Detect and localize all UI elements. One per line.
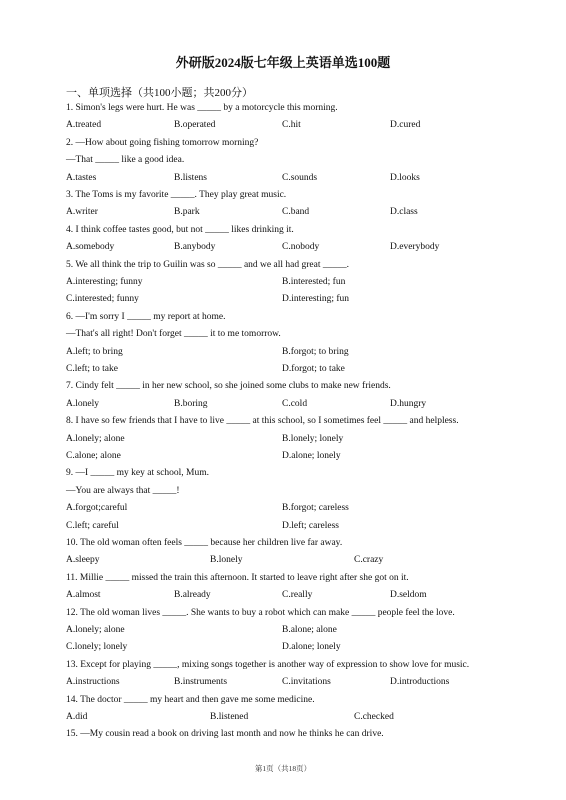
answer-option: C.alone; alone: [66, 451, 121, 461]
answer-option: C.invitations: [282, 677, 331, 688]
answer-option: D.cured: [390, 120, 421, 131]
question-stem: 3. The Toms is my favorite _____. They play great music.: [66, 190, 287, 200]
answer-option: D.hungry: [390, 398, 427, 409]
answer-option: A.lonely; alone: [66, 625, 125, 635]
answer-option: A.somebody: [66, 242, 115, 253]
answer-option: C.left; careful: [66, 520, 119, 531]
question-stem: 6. —I'm sorry I _____ my report at home.: [66, 311, 226, 322]
question-stem: 12. The old woman lives _____. She wants to buy a robot which can make _____ people feel the love.: [66, 607, 455, 618]
answer-option: D.seldom: [390, 590, 427, 601]
answer-option: C.nobody: [282, 242, 320, 253]
question-stem: 7. Cindy felt _____ in her new school, so she joined some clubs to make new friends.: [66, 381, 391, 392]
answer-option: D.class: [390, 207, 418, 218]
answer-option: A.left; to bring: [66, 346, 123, 357]
answer-option: A.sleepy: [66, 555, 100, 566]
answer-option: B.forgot; to bring: [282, 346, 349, 357]
answer-option: D.looks: [390, 172, 420, 183]
answer-option: D.everybody: [390, 242, 440, 253]
page-footer: 第1页（共18页）: [254, 764, 312, 773]
section-heading: 一、单项选择（共100小题；共200分）: [66, 87, 253, 99]
question-stem: 11. Millie _____ missed the train this afternoon. It started to leave right after she got on it.: [66, 572, 409, 583]
answer-option: B.alone; alone: [282, 625, 337, 635]
question-stem: —You are always that _____!: [66, 485, 180, 496]
answer-option: A.almost: [66, 590, 101, 601]
answer-option: C.interested; funny: [66, 294, 139, 305]
answer-option: A.instructions: [66, 677, 120, 688]
answer-option: C.lonely; lonely: [66, 642, 128, 653]
answer-option: C.left; to take: [66, 364, 118, 374]
answer-option: A.forgot;careful: [66, 503, 128, 514]
answer-option: D.alone; lonely: [282, 451, 341, 461]
answer-option: B.park: [174, 207, 200, 218]
answer-option: B.instruments: [174, 677, 228, 688]
answer-option: D.forgot; to take: [282, 364, 345, 374]
answer-option: D.interesting; fun: [282, 294, 350, 305]
answer-option: C.really: [282, 590, 313, 601]
answer-option: B.listens: [174, 172, 207, 183]
question-stem: 14. The doctor _____ my heart and then gave me some medicine.: [66, 694, 315, 705]
answer-option: C.checked: [354, 712, 394, 722]
question-stem: —That's all right! Don't forget _____ it to me tomorrow.: [66, 329, 281, 340]
question-stem: —That _____ like a good idea.: [66, 155, 185, 166]
question-stem: 2. —How about going fishing tomorrow morning?: [66, 137, 259, 148]
answer-option: B.already: [174, 590, 211, 601]
answer-option: D.left; careless: [282, 520, 339, 531]
answer-option: C.hit: [282, 120, 301, 131]
answer-option: A.lonely; alone: [66, 433, 125, 444]
document-title: 外研版2024版七年级上英语单选100题: [175, 55, 391, 70]
answer-option: B.interested; fun: [282, 277, 346, 287]
answer-option: C.crazy: [354, 555, 384, 566]
question-stem: 5. We all think the trip to Guilin was so _____ and we all had great _____.: [66, 259, 349, 270]
answer-option: B.lonely; lonely: [282, 433, 344, 444]
question-stem: 8. I have so few friends that I have to live _____ at this school, so I sometimes feel _____ and helpless.: [66, 416, 459, 427]
answer-option: D.introductions: [390, 677, 450, 688]
answer-option: C.sounds: [282, 172, 318, 183]
answer-option: B.lonely: [210, 555, 243, 566]
question-stem: 13. Except for playing _____, mixing songs together is another way of expression to show love for music.: [66, 659, 470, 670]
answer-option: B.forgot; careless: [282, 503, 349, 514]
answer-option: B.anybody: [174, 242, 216, 253]
question-stem: 15. —My cousin read a book on driving last month and now he thinks he can drive.: [66, 729, 384, 740]
answer-option: A.lonely: [66, 398, 99, 409]
answer-option: A.did: [66, 712, 88, 722]
answer-option: B.boring: [174, 398, 208, 409]
answer-option: B.listened: [210, 712, 249, 722]
answer-option: C.band: [282, 207, 310, 218]
answer-option: C.cold: [282, 398, 308, 409]
answer-option: B.operated: [174, 120, 216, 131]
answer-option: D.alone; lonely: [282, 642, 341, 653]
question-stem: 10. The old woman often feels _____ because her children live far away.: [66, 538, 343, 548]
question-stem: 4. I think coffee tastes good, but not _____ likes drinking it.: [66, 224, 294, 235]
answer-option: A.tastes: [66, 172, 97, 183]
answer-option: A.writer: [66, 207, 98, 218]
question-stem: 9. —I _____ my key at school, Mum.: [66, 468, 210, 479]
answer-option: A.interesting; funny: [66, 277, 143, 287]
answer-option: A.treated: [66, 120, 102, 131]
question-stem: 1. Simon's legs were hurt. He was _____ by a motorcycle this morning.: [66, 103, 338, 113]
